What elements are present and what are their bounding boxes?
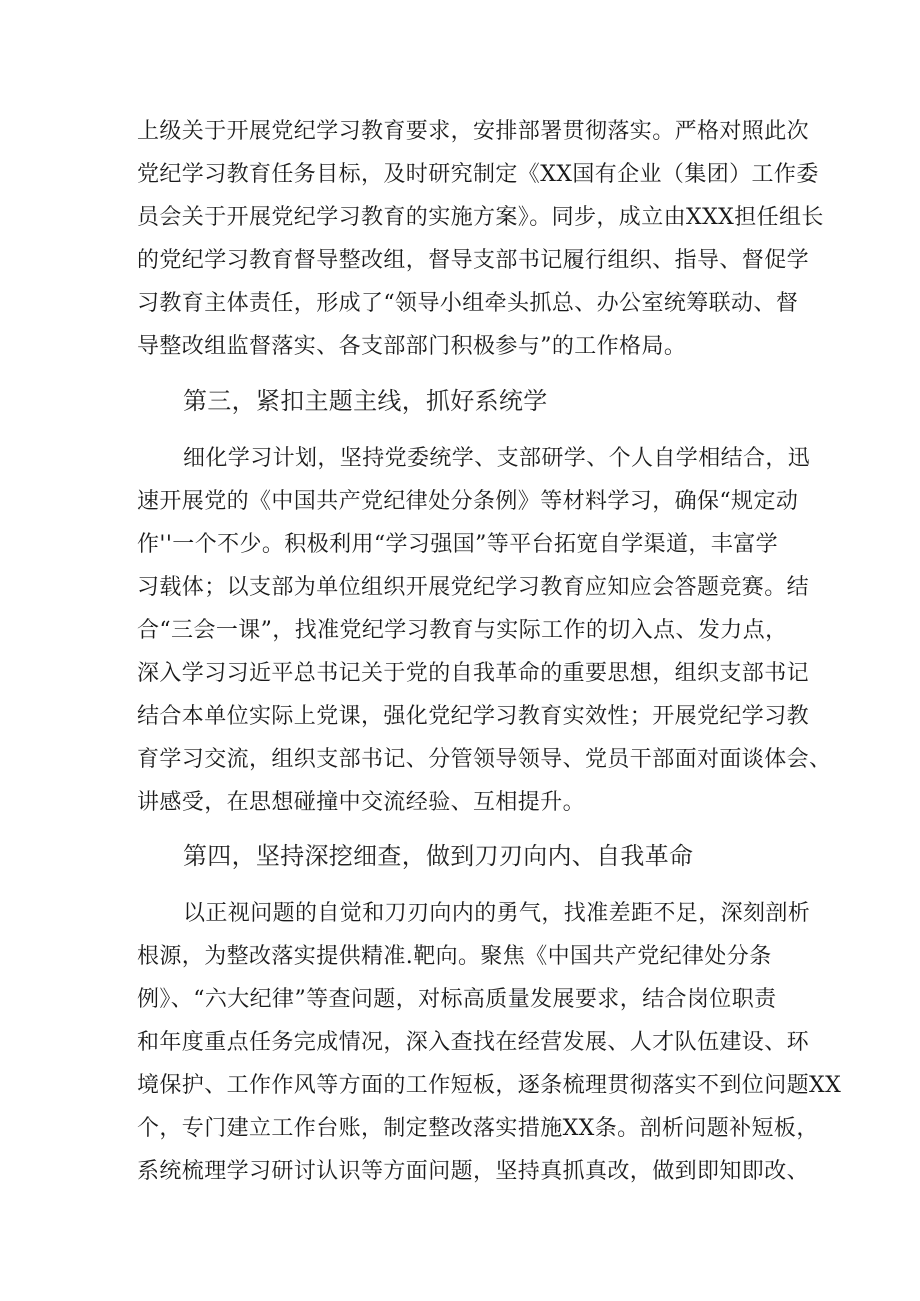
paragraph-line: 合“三会一课”，找准党纪学习教育与实际工作的切入点、发力点， (137, 618, 788, 643)
paragraph-line: 速开展党的《中国共产党纪律处分条例》等材料学习，确保“规定动 (137, 489, 799, 514)
paragraph-line: 导整改组监督落实、各支部部门积极参与”的工作格局。 (137, 334, 687, 359)
paragraph-line: 结合本单位实际上党课，强化党纪学习教育实效性；开展党纪学习教 (137, 704, 810, 729)
paragraph-line: 深入学习习近平总书记关于党的自我革命的重要思想，组织支部书记 (137, 661, 810, 686)
paragraph-line: 讲感受，在思想碰撞中交流经验、互相提升。 (137, 790, 586, 815)
section-heading-third: 第三，紧扣主题主线，抓好系统学 (183, 387, 548, 415)
paragraph-line: 的党纪学习教育督导整改组，督导支部书记履行组织、指导、督促学 (137, 248, 810, 273)
paragraph-line: 党纪学习教育任务目标，及时研究制定《XX国有企业（集团）工作委 (137, 162, 819, 187)
paragraph-line: 作''一个不少。积极利用“学习强国”等平台拓宽自学渠道，丰富学 (137, 532, 778, 557)
paragraph-line: 细化学习计划，坚持党委统学、支部研学、个人自学相结合，迅 (183, 446, 811, 471)
paragraph-line: 境保护、工作作风等方面的工作短板，逐条梳理贯彻落实不到位问题XX (137, 1073, 842, 1098)
paragraph-line: 习载体；以支部为单位组织开展党纪学习教育应知应会答题竞赛。结 (137, 575, 810, 600)
paragraph-line: 系统梳理学习研讨认识等方面问题，坚持真抓真改，做到即知即改、 (137, 1159, 810, 1184)
paragraph-line: 根源，为整改落实提供精准.靶向。聚焦《中国共产党纪律处分条 (137, 944, 772, 969)
paragraph-line: 以正视问题的自觉和刀刃向内的勇气，找准差距不足，深刻剖析 (183, 901, 811, 926)
paragraph-line: 员会关于开展党纪学习教育的实施方案》。同步，成立由XXX担任组长 (137, 205, 824, 230)
paragraph-line: 上级关于开展党纪学习教育要求，安排部署贯彻落实。严格对照此次 (137, 119, 810, 144)
paragraph-line: 例》、“六大纪律”等查问题，对标高质量发展要求，结合岗位职责 (137, 987, 777, 1012)
paragraph-line: 育学习交流，组织支部书记、分管领导领导、党员干部面对面谈体会、 (137, 747, 832, 772)
section-heading-fourth: 第四，坚持深挖细查，做到刀刃向内、自我革命 (183, 842, 694, 870)
paragraph-line: 个，专门建立工作台账，制定整改落实措施XX条。剖析问题补短板， (137, 1116, 819, 1141)
paragraph-line: 和年度重点任务完成情况，深入查找在经营发展、人才队伍建设、环 (137, 1030, 810, 1055)
paragraph-line: 习教育主体责任，形成了“领导小组牵头抓总、办公室统筹联动、督 (137, 291, 799, 316)
